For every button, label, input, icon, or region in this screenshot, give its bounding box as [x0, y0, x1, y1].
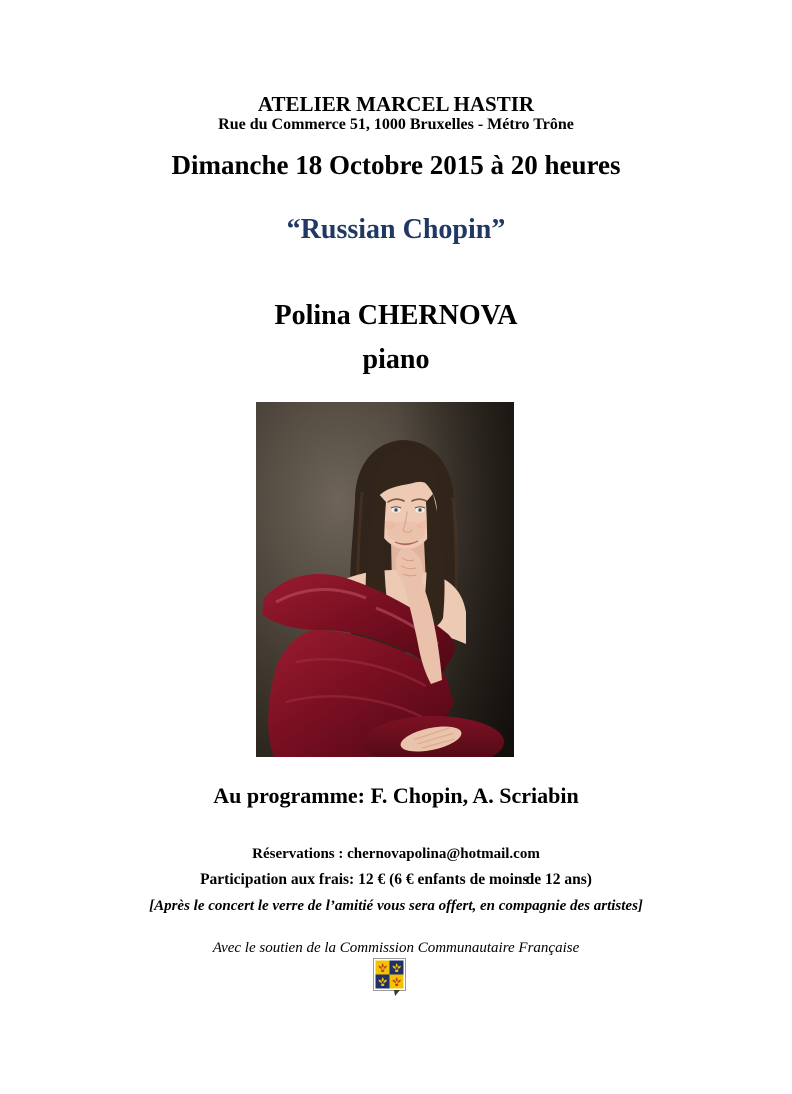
programme-line: Au programme: F. Chopin, A. Scriabin: [213, 783, 579, 808]
after-concert-note: [Après le concert le verre de l’amitié vous sera offert, en compagnie des artistes]: [149, 898, 643, 914]
performer-instrument: piano: [362, 344, 430, 375]
venue-name: ATELIER MARCEL HASTIR: [257, 92, 535, 116]
participation-line: [0, 871, 792, 889]
reservations-line: Réservations : chernovapolina@hotmail.com: [252, 846, 540, 862]
event-datetime: Dimanche 18 Octobre 2015 à 20 heures: [171, 150, 621, 180]
performer-name: Polina CHERNOVA: [274, 300, 518, 331]
cocof-logo-icon: [373, 958, 407, 996]
support-credit: Avec le soutien de la Commission Communautaire Française: [212, 940, 580, 956]
event-title: “Russian Chopin”: [286, 214, 506, 245]
venue-address: Rue du Commerce 51, 1000 Bruxelles - Métro Trône: [218, 116, 574, 133]
performer-photo-illustration: [256, 402, 514, 757]
cocof-logo: [373, 958, 407, 996]
participation-part2: de 12 ans): [525, 871, 592, 888]
performer-photo: [256, 402, 514, 757]
participation-part1: Participation aux frais: 12 € (6 € enfants de moins: [200, 871, 529, 888]
